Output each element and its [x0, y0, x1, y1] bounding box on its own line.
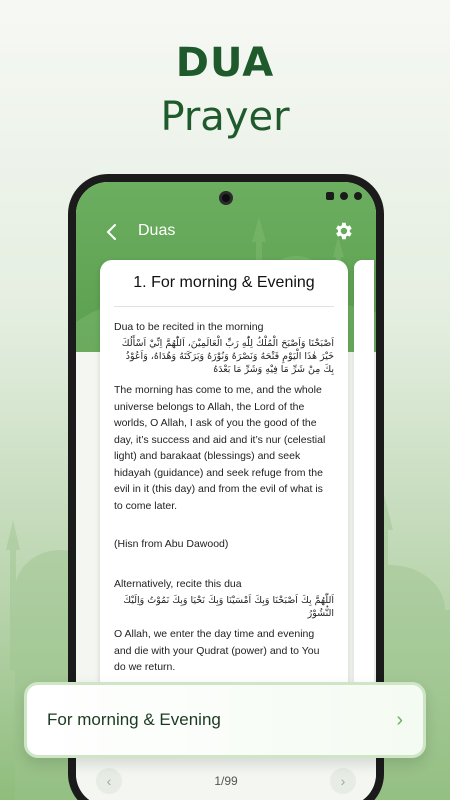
- dua-source: (Hisn from Abu Dawood): [114, 538, 229, 550]
- next-button[interactable]: ›: [330, 768, 356, 794]
- dua-list-item-label: For morning & Evening: [47, 710, 221, 729]
- page-counter: 1/99: [214, 774, 238, 788]
- wifi-icon: [340, 192, 348, 200]
- dua-alternative-arabic: اَللّٰهُمَّ بِكَ اَصْبَحْنَا وَبِكَ اَمْسَيْنَا وَبِكَ نَحْيَا وَبِكَ نَمُوْتُ وَاِلَيْكَ النُّشُوْرُ: [123, 595, 334, 619]
- dua-intro: Dua to be recited in the morning: [114, 321, 264, 333]
- previous-button[interactable]: ‹: [96, 768, 122, 794]
- header-title: Duas: [138, 222, 176, 239]
- promo-title: DUA: [175, 40, 275, 86]
- dua-alternative-intro: Alternatively, recite this dua: [114, 578, 242, 590]
- chevron-right-icon: ›: [396, 708, 403, 731]
- status-bar-icons: [326, 192, 362, 200]
- promo-subtitle: Prayer: [160, 94, 290, 140]
- front-camera: [219, 191, 233, 205]
- battery-icon: [354, 192, 362, 200]
- dua-translation: The morning has come to me, and the whole universe belongs to Allah, the Lord of the worlds, O Allah, I ask of you the good of the day, it’s success and aid and it’s nur (celestial light) and barakaat (blessings) and seek hidayah (guidance) and seek refuge from the evil in it (this day) and from the evil of what is to come later.: [114, 384, 326, 512]
- signal-icon: [326, 192, 334, 200]
- dua-title: 1. For morning & Evening: [114, 274, 334, 307]
- arrow-back-icon: [102, 220, 122, 244]
- dua-body: [114, 307, 334, 676]
- back-button[interactable]: [102, 220, 122, 244]
- pager: [76, 756, 376, 800]
- dua-arabic-text: اَصْبَحْنَا وَاَصْبَحَ الْمُلْكُ لِلّٰهِ رَبِّ الْعَالَمِيْنَ، اَللّٰهُمَّ اِنِّيْ اَسْأَلُكَ خَيْرَ هٰذَا الْيَوْمِ فَتْحَهُ وَنَصْرَهُ وَنُوْرَهُ وَبَرَكَتَهُ وَهُدَاهُ، وَاَعُوْذُ بِكَ مِنْ شَرِّ مَا فِيْهِ وَشَرِّ مَا بَعْدَهُ: [121, 338, 334, 375]
- settings-button[interactable]: [332, 220, 354, 242]
- dua-alternative-translation: O Allah, we enter the day time and evening and die with your Qudrat (power) and to You do we return.: [114, 628, 320, 673]
- dua-list-item[interactable]: [24, 682, 426, 758]
- gear-icon: [332, 220, 354, 242]
